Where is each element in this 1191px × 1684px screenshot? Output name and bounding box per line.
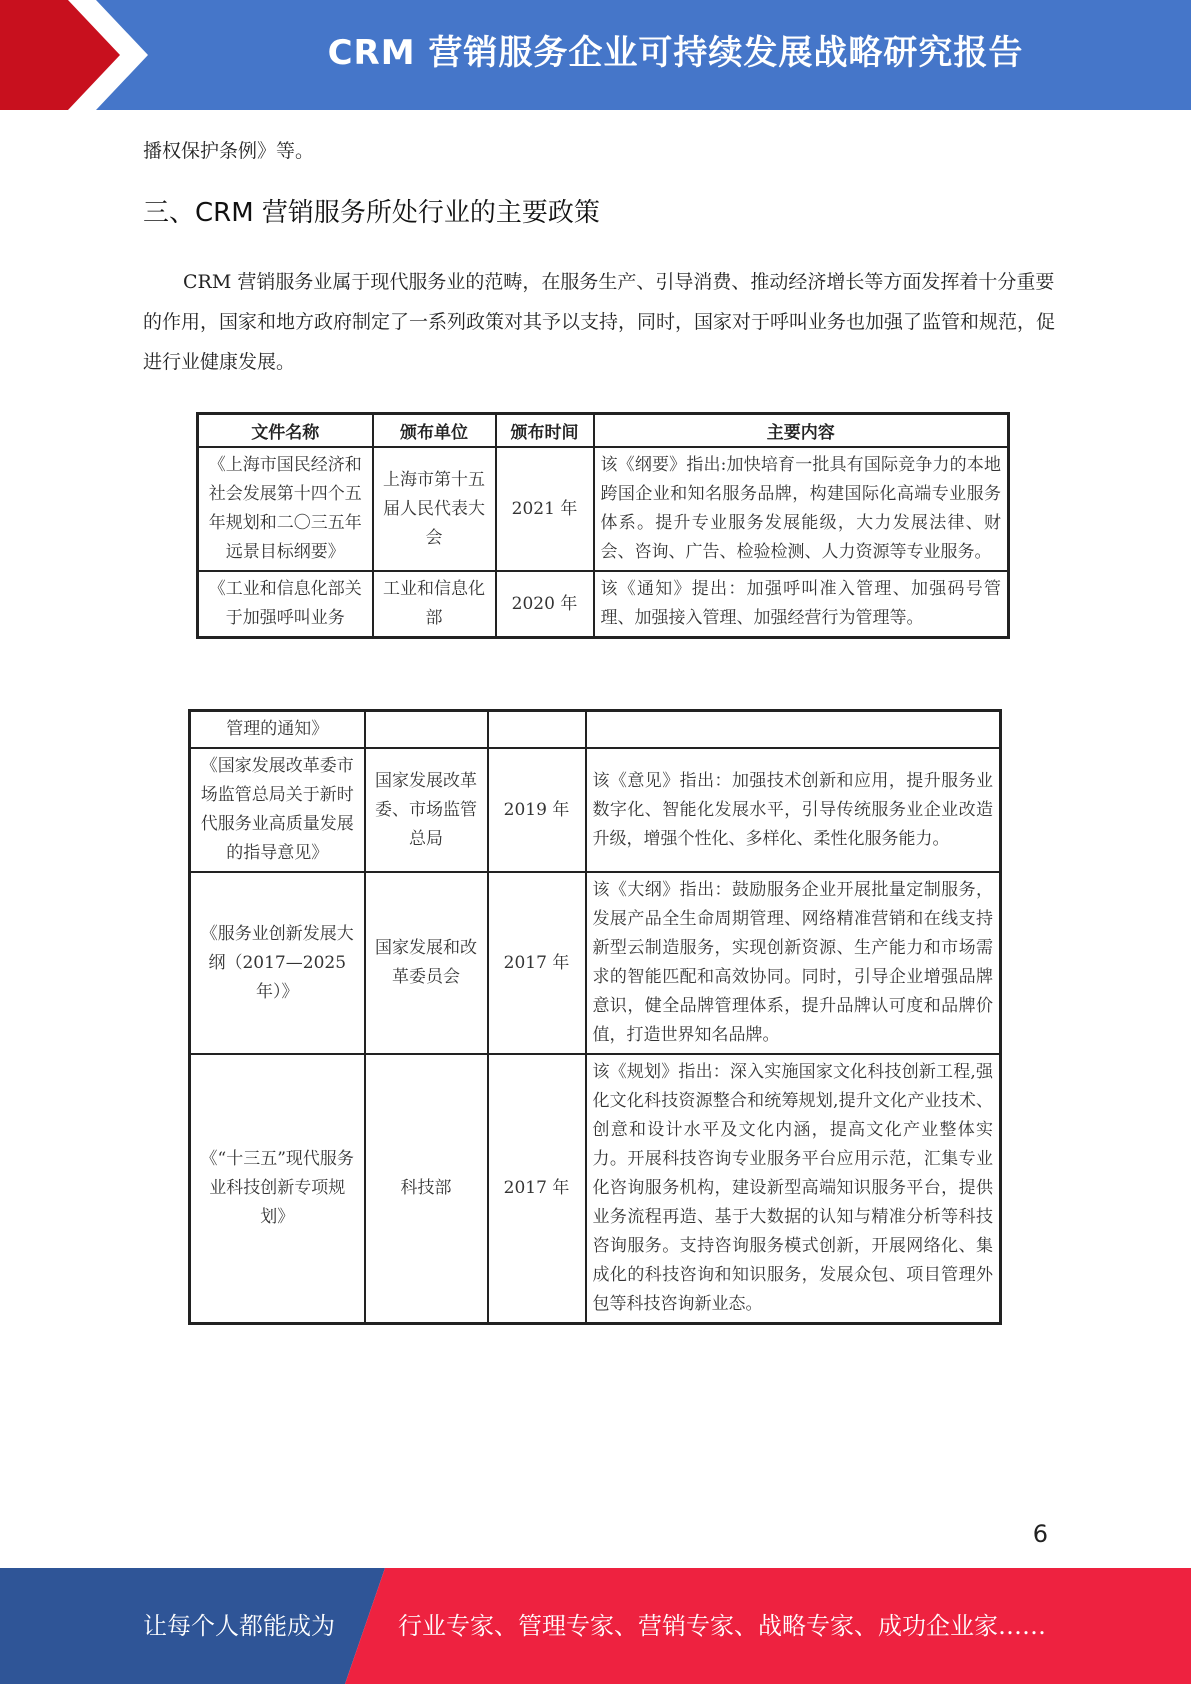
header-cell-issuer: 颁布单位: [373, 414, 496, 448]
cell-year: 2021 年: [496, 447, 594, 571]
table-row: [198, 571, 1009, 638]
header-cell-year: 颁布时间: [496, 414, 594, 448]
table-header-row: [198, 414, 1009, 448]
page-header: [0, 0, 1191, 110]
table-row: [190, 748, 1001, 872]
header-cell-content: 主要内容: [594, 414, 1009, 448]
policy-table-part1: [196, 412, 1010, 639]
cell-year: 2020 年: [496, 571, 594, 638]
cell-content: 该《通知》提出：加强呼叫准入管理、加强码号管理、加强接入管理、加强经营行为管理等。: [594, 571, 1009, 638]
cell-year: [488, 711, 586, 749]
table-row: [190, 1054, 1001, 1324]
table-row: [190, 711, 1001, 749]
cell-name: 《服务业创新发展大纲（2017—2025年）》: [190, 872, 365, 1054]
cell-name: 管理的通知》: [190, 711, 365, 749]
header-cell-name: 文件名称: [198, 414, 373, 448]
intro-paragraph: CRM 营销服务业属于现代服务业的范畴，在服务生产、引导消费、推动经济增长等方面发挥着十分重要的作用，国家和地方政府制定了一系列政策对其予以支持，同时，国家对于呼叫业务也加强了监管和规范，促进行业健康发展。: [143, 271, 1056, 373]
cell-content: 该《意见》指出：加强技术创新和应用，提升服务业数字化、智能化发展水平，引导传统服务业企业改造升级，增强个性化、多样化、柔性化服务能力。: [586, 748, 1001, 872]
cell-content: 该《规划》指出：深入实施国家文化科技创新工程,强化文化科技资源整合和统筹规划,提升文化产业技术、创意和设计水平及文化内涵，提高文化产业整体实力。开展科技咨询专业服务平台应用示范，汇集专业化咨询服务机构，建设新型高端知识服务平台，提供业务流程再造、基于大数据的认知与精准分析等科技咨询服务。支持咨询服务模式创新，开展网络化、集成化的科技咨询和知识服务，发展众包、项目管理外包等科技咨询新业态。: [586, 1054, 1001, 1324]
cell-name: 《“十三五”现代服务业科技创新专项规划》: [190, 1054, 365, 1324]
page-number: 6: [1032, 1520, 1048, 1548]
policy-table-part2: [188, 709, 1002, 1325]
header-title: CRM 营销服务企业可持续发展战略研究报告: [327, 33, 1024, 73]
cell-issuer: [365, 711, 488, 749]
cell-name: 《上海市国民经济和社会发展第十四个五年规划和二〇三五年远景目标纲要》: [198, 447, 373, 571]
cell-year: 2017 年: [488, 1054, 586, 1324]
cell-name: 《工业和信息化部关于加强呼叫业务: [198, 571, 373, 638]
cell-year: 2019 年: [488, 748, 586, 872]
continued-text: 播权保护条例》等。: [143, 140, 315, 162]
footer-left-text: 让每个人都能成为: [143, 1612, 335, 1640]
cell-content: 该《大纲》指出：鼓励服务企业开展批量定制服务，发展产品全生命周期管理、网络精准营销和在线支持新型云制造服务，实现创新资源、生产能力和市场需求的智能匹配和高效协同。同时，引导企业增强品牌意识，健全品牌管理体系，提升品牌认可度和品牌价值，打造世界知名品牌。: [586, 872, 1001, 1054]
cell-content: 该《纲要》指出:加快培育一批具有国际竞争力的本地跨国企业和知名服务品牌，构建国际化高端专业服务体系。提升专业服务发展能级，大力发展法律、财会、咨询、广告、检验检测、人力资源等专业服务。: [594, 447, 1009, 571]
cell-issuer: 工业和信息化部: [373, 571, 496, 638]
footer-right-text: 行业专家、管理专家、营销专家、战略专家、成功企业家……: [398, 1612, 1046, 1640]
header-arrow-decoration: [0, 0, 170, 110]
cell-issuer: 上海市第十五届人民代表大会: [373, 447, 496, 571]
cell-name: 《国家发展改革委市场监管总局关于新时代服务业高质量发展的指导意见》: [190, 748, 365, 872]
cell-issuer: 科技部: [365, 1054, 488, 1324]
cell-issuer: 国家发展和改革委员会: [365, 872, 488, 1054]
page-footer: [0, 1568, 1191, 1684]
cell-issuer: 国家发展改革委、市场监管总局: [365, 748, 488, 872]
table-row: [190, 872, 1001, 1054]
cell-year: 2017 年: [488, 872, 586, 1054]
table-row: [198, 447, 1009, 571]
cell-content: [586, 711, 1001, 749]
section-heading: 三、CRM 营销服务所处行业的主要政策: [143, 198, 600, 228]
